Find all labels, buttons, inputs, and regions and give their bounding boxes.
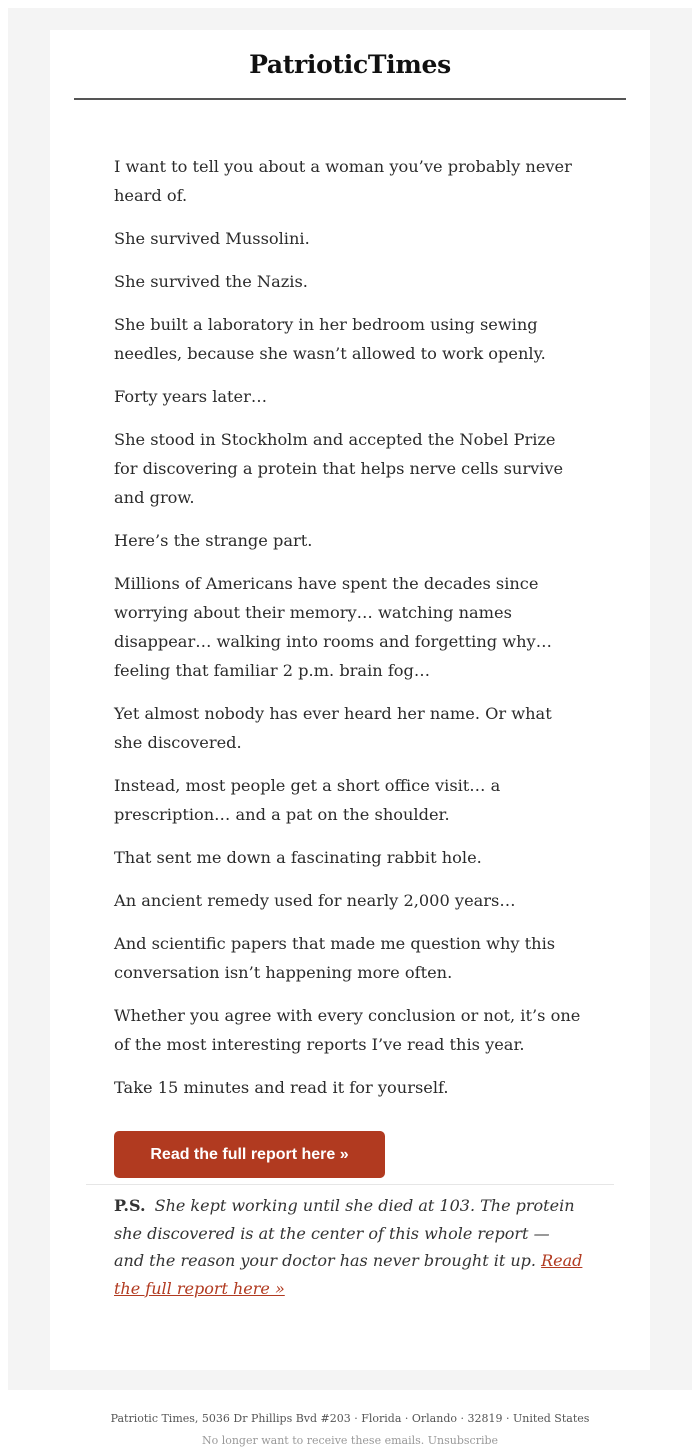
ps-text: She kept working until she died at 103. The protein she discovered is at the center of this whole report — and the reason your doctor has never brought it up. bbox=[114, 1196, 575, 1270]
unsubscribe-text: No longer want to receive these emails. bbox=[201, 1434, 425, 1447]
body-paragraph-8: Millions of Americans have spent the decades since worrying about their memory… watching names disappear… walking into rooms and forgetting why… feeling that familiar 2 p.m. brain fog… bbox=[114, 574, 552, 680]
cta-container bbox=[114, 1131, 584, 1178]
body-paragraph-6: She stood in Stockholm and accepted the Nobel Prize for discovering a protein that helps nerve cells survive and grow. bbox=[114, 430, 564, 507]
ps-divider bbox=[86, 1184, 614, 1185]
email-body bbox=[114, 152, 584, 1178]
masthead bbox=[74, 30, 626, 100]
body-paragraph-1: I want to tell you about a woman you’ve probably never heard of. bbox=[114, 157, 572, 205]
body-paragraph-2: She survived Mussolini. bbox=[114, 229, 310, 248]
body-paragraph-15: Take 15 minutes and read it for yourself. bbox=[114, 1078, 449, 1097]
body-paragraph-3: She survived the Nazis. bbox=[114, 272, 308, 291]
email-card bbox=[50, 30, 650, 1370]
body-paragraph-5: Forty years later… bbox=[114, 387, 268, 406]
read-report-button[interactable]: Read the full report here » bbox=[114, 1131, 385, 1178]
body-paragraph-13: And scientific papers that made me question why this conversation isn’t happening more often. bbox=[114, 934, 556, 982]
postscript bbox=[114, 1192, 584, 1302]
body-paragraph-10: Instead, most people get a short office visit… a prescription… and a pat on the shoulder. bbox=[114, 776, 501, 824]
newspaper-logo: PatrioticTimes bbox=[249, 50, 451, 79]
body-paragraph-12: An ancient remedy used for nearly 2,000 years… bbox=[114, 891, 516, 910]
unsubscribe-link[interactable]: Unsubscribe bbox=[427, 1434, 499, 1447]
unsubscribe-line bbox=[0, 1430, 700, 1452]
ps-read-report-link[interactable]: Read the full report here » bbox=[114, 1251, 583, 1298]
body-paragraph-4: She built a laboratory in her bedroom using sewing needles, because she wasn’t allowed to work openly. bbox=[114, 315, 546, 363]
ps-label: P.S. bbox=[114, 1196, 146, 1215]
email-background bbox=[8, 8, 692, 1390]
email-footer bbox=[0, 1408, 700, 1452]
footer-address: Patriotic Times, 5036 Dr Phillips Bvd #203 · Florida · Orlando · 32819 · United States bbox=[110, 1412, 590, 1425]
body-paragraph-9: Yet almost nobody has ever heard her name. Or what she discovered. bbox=[114, 704, 552, 752]
body-paragraph-11: That sent me down a fascinating rabbit hole. bbox=[114, 848, 482, 867]
body-paragraph-14: Whether you agree with every conclusion or not, it’s one of the most interesting reports I’ve read this year. bbox=[114, 1006, 581, 1054]
body-paragraph-7: Here’s the strange part. bbox=[114, 531, 313, 550]
